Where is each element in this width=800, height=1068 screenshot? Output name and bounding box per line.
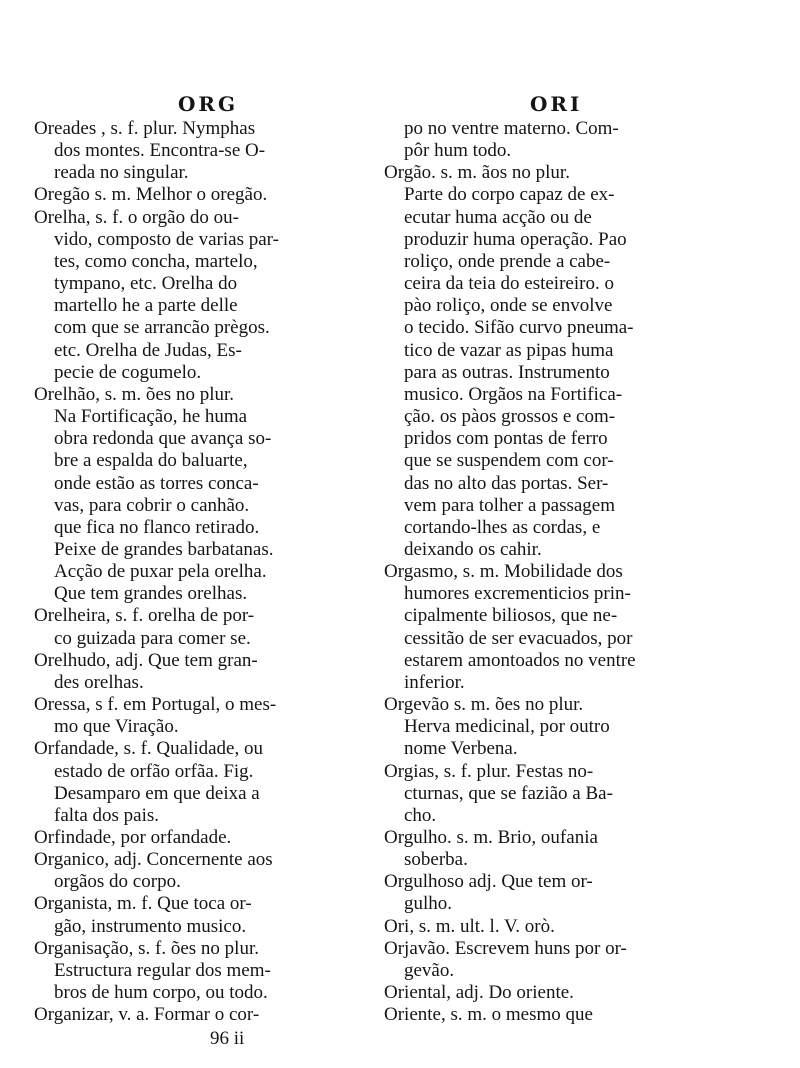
dictionary-entry bbox=[384, 694, 710, 760]
dictionary-entry bbox=[34, 650, 366, 694]
dictionary-entry bbox=[384, 1004, 710, 1026]
entry-line: deixando os cahir. bbox=[404, 538, 542, 560]
entry-line: Orgias, s. f. plur. Festas no- bbox=[384, 760, 594, 782]
entry-line: vas, para cobrir o canhão. bbox=[54, 494, 250, 516]
left-column bbox=[34, 118, 366, 1026]
entry-line: mo que Viração. bbox=[54, 716, 179, 738]
entry-line: soberba. bbox=[404, 849, 468, 871]
entry-line: orgãos do corpo. bbox=[54, 871, 181, 893]
dictionary-entry bbox=[384, 827, 710, 871]
entry-line: Que tem grandes orelhas. bbox=[54, 583, 248, 605]
entry-line: po no ventre materno. Com- bbox=[404, 118, 619, 139]
entry-line: vido, composto de varias par- bbox=[54, 228, 279, 250]
entry-line: vem para tolher a passagem bbox=[404, 494, 616, 516]
entry-line: pôr hum todo. bbox=[404, 140, 512, 162]
entry-line: obra redonda que avança so- bbox=[54, 428, 272, 450]
entry-line: gulho. bbox=[404, 893, 453, 915]
entry-line: co guizada para comer se. bbox=[54, 627, 251, 649]
entry-line: Estructura regular dos mem- bbox=[54, 959, 271, 981]
entry-line: reada no singular. bbox=[54, 162, 189, 184]
dictionary-entry bbox=[384, 761, 710, 827]
entry-line: Orelheira, s. f. orelha de por- bbox=[34, 605, 255, 627]
entry-line: cipalmente biliosos, que ne- bbox=[404, 605, 618, 627]
entry-line: estado de orfão orfãa. Fig. bbox=[54, 760, 254, 782]
entry-line: estarem amontoados no ventre bbox=[404, 649, 636, 671]
entry-line: Organizar, v. a. Formar o cor- bbox=[34, 1004, 260, 1026]
entry-line: Orelhão, s. m. ões no plur. bbox=[34, 383, 235, 405]
entry-line: bre a espalda do baluarte, bbox=[54, 450, 248, 472]
entry-line: nome Verbena. bbox=[404, 738, 518, 760]
entry-line: Oriental, adj. Do oriente. bbox=[384, 982, 574, 1004]
dictionary-entry bbox=[34, 384, 366, 606]
entry-line: cessitão de ser evacuados, por bbox=[404, 627, 633, 649]
entry-line: Na Fortificação, he huma bbox=[54, 406, 248, 428]
entry-line: musico. Orgãos na Fortifica- bbox=[404, 383, 623, 405]
entry-line: inferior. bbox=[404, 671, 465, 693]
dictionary-entry bbox=[34, 893, 366, 937]
entry-line: Orelha, s. f. o orgão do ou- bbox=[34, 206, 239, 228]
entry-line: que fica no flanco retirado. bbox=[54, 516, 260, 538]
entry-line: Orgasmo, s. m. Mobilidade dos bbox=[384, 561, 623, 583]
entry-line: Orfandade, s. f. Qualidade, ou bbox=[34, 738, 263, 760]
entry-line: Oriente, s. m. o mesmo que bbox=[384, 1004, 593, 1026]
running-head-left: ORG bbox=[178, 92, 239, 116]
entry-line: Parte do corpo capaz de ex- bbox=[404, 184, 615, 206]
dictionary-entry bbox=[384, 162, 710, 561]
running-head-right: ORI bbox=[530, 92, 583, 116]
dictionary-entry bbox=[34, 827, 366, 849]
entry-line: para as outras. Instrumento bbox=[404, 361, 610, 383]
entry-line: Ori, s. m. ult. l. V. orò. bbox=[384, 915, 555, 937]
dictionary-entry bbox=[384, 982, 710, 1004]
entry-line: gevão. bbox=[404, 959, 455, 981]
entry-line: roliço, onde prende a cabe- bbox=[404, 250, 611, 272]
entry-line: cho. bbox=[404, 804, 437, 826]
entry-line: tico de vazar as pipas huma bbox=[404, 339, 614, 361]
dictionary-entry bbox=[384, 118, 710, 162]
entry-line: tympano, etc. Orelha do bbox=[54, 273, 238, 295]
dictionary-entry bbox=[384, 871, 710, 915]
dictionary-entry bbox=[34, 1004, 366, 1026]
entry-line: humores excrementicios prin- bbox=[404, 583, 631, 605]
entry-line: ecutar huma acção ou de bbox=[404, 206, 592, 228]
entry-line: Organista, m. f. Que toca or- bbox=[34, 893, 252, 915]
entry-line: martello he a parte delle bbox=[54, 295, 238, 317]
entry-line: Acção de puxar pela orelha. bbox=[54, 561, 267, 583]
dictionary-entry bbox=[34, 938, 366, 1004]
dictionary-entry bbox=[34, 118, 366, 184]
entry-line: que se suspendem com cor- bbox=[404, 450, 614, 472]
entry-line: pridos com pontas de ferro bbox=[404, 428, 608, 450]
entry-line: tes, como concha, martelo, bbox=[54, 250, 258, 272]
entry-line: des orelhas. bbox=[54, 671, 144, 693]
entry-line: Orfindade, por orfandade. bbox=[34, 827, 232, 848]
entry-line: Oreades , s. f. plur. Nymphas bbox=[34, 118, 256, 139]
entry-line: Herva medicinal, por outro bbox=[404, 716, 610, 738]
entry-line: cortando-lhes as cordas, e bbox=[404, 516, 601, 538]
dictionary-entry bbox=[34, 207, 366, 384]
entry-line: Organisação, s. f. ões no plur. bbox=[34, 937, 259, 959]
entry-line: Oressa, s f. em Portugal, o mes- bbox=[34, 694, 277, 716]
entry-line: Orelhudo, adj. Que tem gran- bbox=[34, 649, 258, 671]
entry-line: gão, instrumento musico. bbox=[54, 915, 247, 937]
entry-line: ção. os pàos grossos e com- bbox=[404, 406, 616, 428]
entry-line: pecie de cogumelo. bbox=[54, 361, 202, 383]
dictionary-entry bbox=[34, 738, 366, 827]
entry-line: pào roliço, onde se envolve bbox=[404, 295, 613, 317]
page-signature: 96 ii bbox=[210, 1028, 245, 1049]
entry-line: Oregão s. m. Melhor o oregão. bbox=[34, 184, 268, 206]
dictionary-entry bbox=[34, 694, 366, 738]
entry-line: Orgulho. s. m. Brio, oufania bbox=[384, 827, 598, 848]
entry-line: Orgão. s. m. ãos no plur. bbox=[384, 162, 570, 184]
dictionary-entry bbox=[384, 561, 710, 694]
entry-line: o tecido. Sifão curvo pneuma- bbox=[404, 317, 634, 339]
entry-line: Organico, adj. Concernente aos bbox=[34, 849, 273, 871]
dictionary-entry bbox=[384, 916, 710, 938]
dictionary-entry bbox=[384, 938, 710, 982]
right-column bbox=[384, 118, 710, 1026]
entry-line: com que se arrancão prègos. bbox=[54, 317, 270, 339]
entry-line: bros de hum corpo, ou todo. bbox=[54, 982, 268, 1004]
entry-line: dos montes. Encontra-se O- bbox=[54, 140, 266, 162]
entry-line: produzir huma operação. Pao bbox=[404, 228, 627, 250]
entry-line: Orjavão. Escrevem huns por or- bbox=[384, 937, 627, 959]
entry-line: onde estão as torres conca- bbox=[54, 472, 259, 494]
entry-line: Orgevão s. m. ões no plur. bbox=[384, 694, 584, 716]
dictionary-entry bbox=[34, 849, 366, 893]
dictionary-entry bbox=[34, 605, 366, 649]
entry-line: ceira da teia do esteireiro. o bbox=[404, 273, 614, 295]
entry-line: etc. Orelha de Judas, Es- bbox=[54, 339, 242, 361]
entry-line: Desamparo em que deixa a bbox=[54, 782, 260, 804]
entry-line: das no alto das portas. Ser- bbox=[404, 472, 609, 494]
entry-line: Orgulhoso adj. Que tem or- bbox=[384, 871, 593, 893]
entry-line: cturnas, que se fazião a Ba- bbox=[404, 782, 613, 804]
entry-line: Peixe de grandes barbatanas. bbox=[54, 538, 274, 560]
dictionary-entry bbox=[34, 184, 366, 206]
entry-line: falta dos pais. bbox=[54, 804, 160, 826]
